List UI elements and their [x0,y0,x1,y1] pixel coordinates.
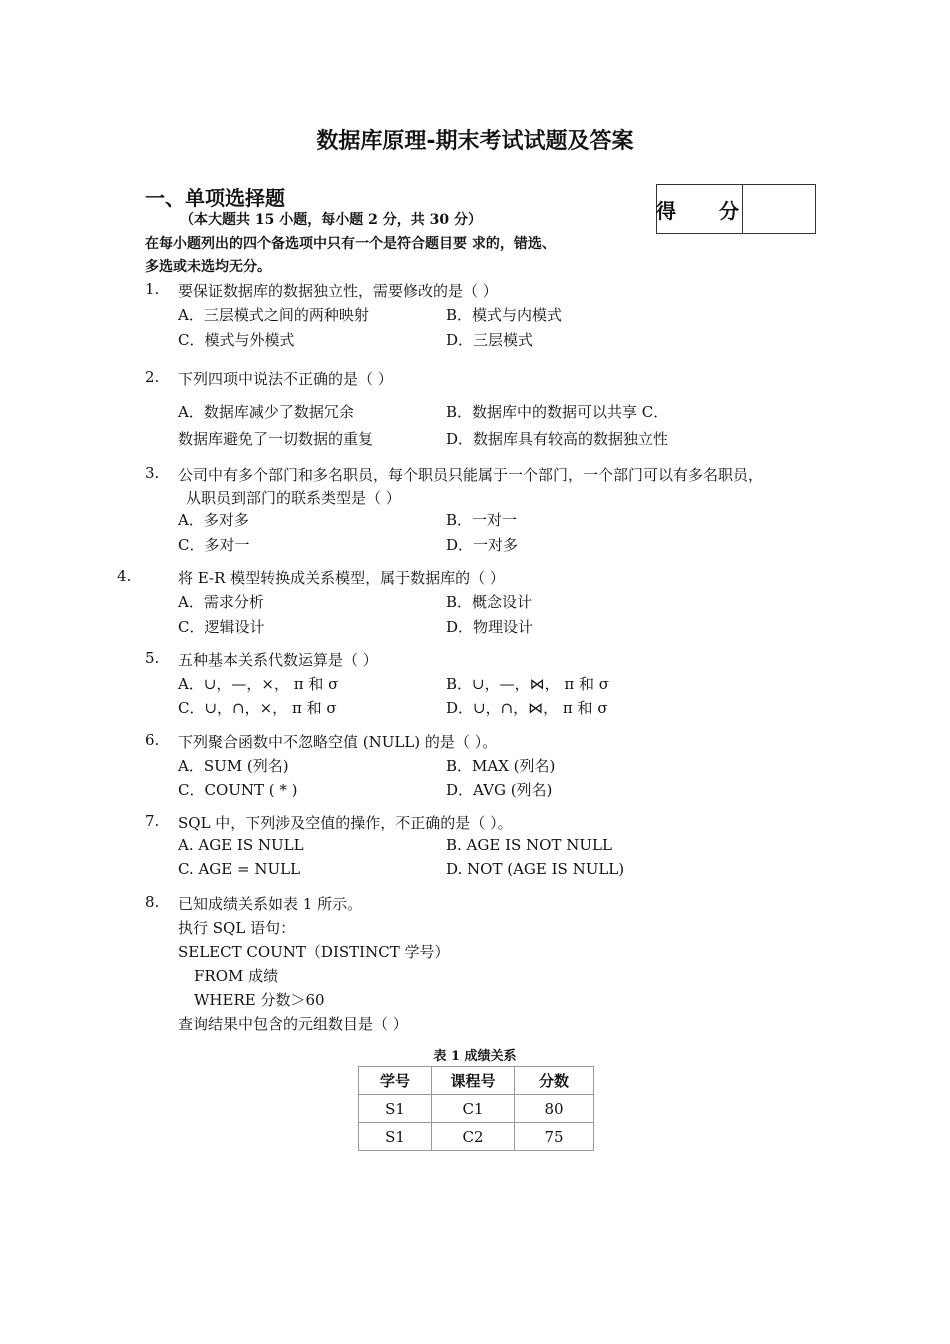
score-value-cell [743,185,815,233]
option-d: D．AVG (列名) [446,781,553,799]
instruction-line-1: 在每小题列出的四个备选项中只有一个是符合题目要 求的，错选、 [145,236,556,252]
page-title: 数据库原理-期末考试试题及答案 [316,129,634,154]
question-text: 下列四项中说法不正确的是（ ） [178,370,393,388]
table-caption: 表 1 成绩关系 [433,1049,517,1064]
question-number: 5. [145,649,160,667]
score-relation-table [358,1066,594,1151]
table-cell: S1 [359,1123,432,1151]
option-d: D．三层模式 [446,331,534,349]
option-d: D. NOT (AGE IS NULL) [446,860,625,878]
option-c: C. AGE = NULL [178,860,301,878]
question-text: 下列聚合函数中不忽略空值 (NULL) 的是（ ）。 [178,733,498,751]
question-line-6: 查询结果中包含的元组数目是（ ） [178,1015,408,1033]
question-text-continued: 从职员到部门的联系类型是（ ） [186,489,401,507]
option-c: C．多对一 [178,536,250,554]
option-c: 数据库避免了一切数据的重复 [178,430,374,448]
option-d: D．∪，∩，⋈， π 和 σ [446,699,608,717]
option-c: C．逻辑设计 [178,618,265,636]
section-subheading: （本大题共 15 小题，每小题 2 分，共 30 分） [180,212,482,228]
question-number: 6. [145,731,160,749]
score-label: 得 分 [657,185,743,233]
table-row [359,1095,594,1123]
question-text: SQL 中，下列涉及空值的操作，不正确的是（ ）。 [178,814,513,832]
option-a: A. AGE IS NULL [178,836,304,854]
question-number: 3. [145,464,160,482]
option-b: B. AGE IS NOT NULL [446,836,612,854]
option-b: B．MAX (列名) [446,757,556,775]
question-text: 要保证数据库的数据独立性，需要修改的是（ ） [178,282,498,300]
option-d: D．数据库具有较高的数据独立性 [446,430,669,448]
question-text: 五种基本关系代数运算是（ ） [178,651,378,669]
question-number: 4. [117,567,132,585]
option-b: B．一对一 [446,511,518,529]
instruction-line-2: 多选或未选均无分。 [145,259,271,275]
option-a: A．数据库减少了数据冗余 [178,403,354,421]
table-cell: 80 [515,1095,594,1123]
question-number: 1. [145,280,160,298]
table-header: 分数 [515,1067,594,1095]
table-header: 学号 [359,1067,432,1095]
option-b: B．∪，—，⋈， π 和 σ [446,675,609,693]
option-a: A．需求分析 [178,593,264,611]
option-d: D．一对多 [446,536,519,554]
option-c: C．COUNT ( * ) [178,781,298,799]
option-a: A．SUM (列名) [178,757,289,775]
table-row [359,1123,594,1151]
option-b: B．概念设计 [446,593,533,611]
table-header: 课程号 [432,1067,515,1095]
table-cell: C2 [432,1123,515,1151]
question-number: 8. [145,893,160,911]
question-number: 7. [145,812,160,830]
option-d: D．物理设计 [446,618,534,636]
table-cell: S1 [359,1095,432,1123]
table-header-row [359,1067,594,1095]
score-box [656,184,816,234]
sql-line-select: SELECT COUNT（DISTINCT 学号） [178,943,450,961]
question-number: 2. [145,368,160,386]
option-c: C．模式与外模式 [178,331,295,349]
sql-line-where: WHERE 分数＞60 [194,991,325,1009]
question-text: 将 E-R 模型转换成关系模型，属于数据库的（ ） [178,569,505,587]
option-a: A．三层模式之间的两种映射 [178,306,369,324]
table-cell: C1 [432,1095,515,1123]
sql-line-from: FROM 成绩 [194,967,279,985]
option-b: B．数据库中的数据可以共享 C． [446,403,669,421]
question-text: 公司中有多个部门和多名职员，每个职员只能属于一个部门，一个部门可以有多名职员， [178,466,764,484]
section-heading: 一、单项选择题 [145,186,285,210]
option-b: B．模式与内模式 [446,306,563,324]
question-text: 已知成绩关系如表 1 所示。 [178,895,363,913]
option-a: A．多对多 [178,511,249,529]
question-line-2: 执行 SQL 语句： [178,919,296,937]
table-cell: 75 [515,1123,594,1151]
option-a: A．∪，—，×， π 和 σ [178,675,339,693]
option-c: C．∪，∩，×， π 和 σ [178,699,337,717]
